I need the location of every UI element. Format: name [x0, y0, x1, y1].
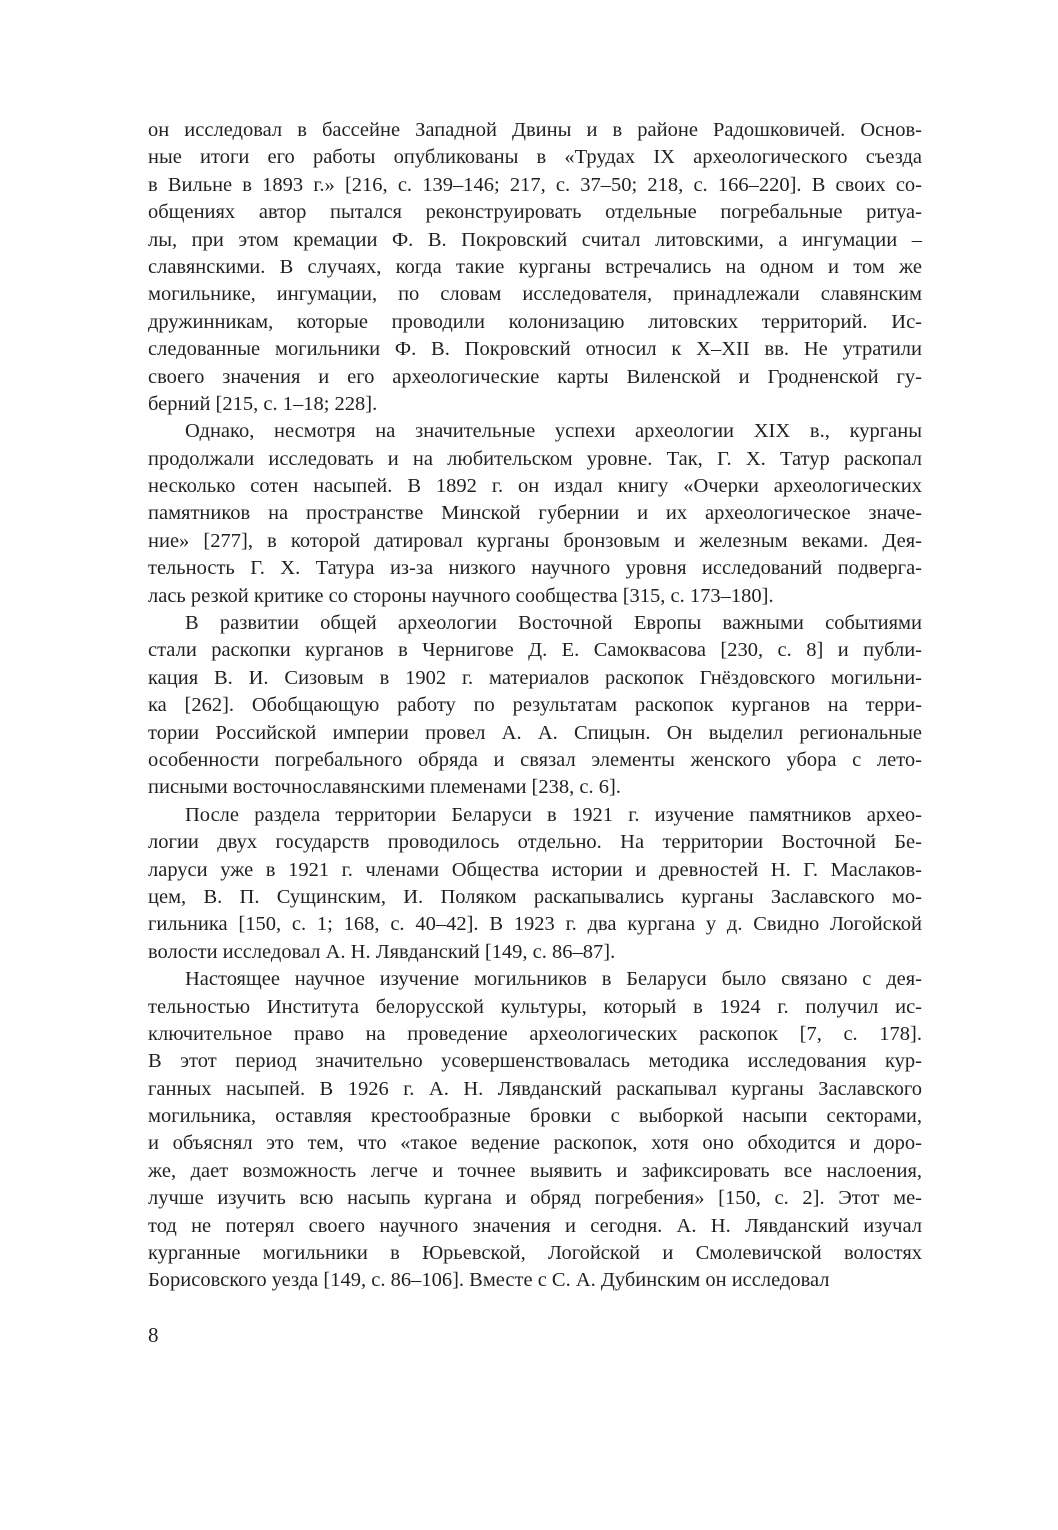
- text-line: ка [262]. Обобщающую работу по результатам раскопок курганов на терри-: [148, 694, 922, 717]
- text-line: Однако, несмотря на значительные успехи археологии XIX в., курганы: [185, 420, 922, 443]
- text-line: гильника [150, с. 1; 168, с. 40–42]. В 1923 г. два кургана у д. Свидно Логойской: [148, 913, 922, 936]
- text-line: могильника, оставляя крестообразные бровки с выборкой насыпи секторами,: [148, 1105, 922, 1128]
- text-line: Настоящее научное изучение могильников в Беларуси было связано с дея-: [185, 968, 922, 991]
- paragraph: [148, 117, 922, 418]
- text-line: В этот период значительно усовершенствовалась методика исследования кур-: [148, 1050, 922, 1073]
- text-line: лучше изучить всю насыпь кургана и обряд погребения» [150, с. 2]. Этот ме-: [148, 1187, 922, 1210]
- text-line: продолжали исследовать и на любительском уровне. Так, Г. Х. Татур раскопал: [148, 447, 922, 470]
- text-line: же, дает возможность легче и точнее выявить и зафиксировать все наслоения,: [148, 1159, 922, 1182]
- paragraph: [148, 802, 922, 966]
- text-line: следованные могильники Ф. В. Покровский относил к X–XII вв. Не утратили: [148, 338, 922, 361]
- text-line: лась резкой критике со стороны научного сообщества [315, с. 173–180].: [148, 584, 774, 607]
- text-line: берний [215, с. 1–18; 228].: [148, 392, 378, 415]
- paragraph: [148, 610, 922, 802]
- text-line: ние» [277], в которой датировал курганы бронзовым и железным веками. Дея-: [148, 529, 922, 552]
- text-line: тории Российской империи провел А. А. Спицын. Он выделил региональные: [148, 721, 922, 744]
- text-line: В развитии общей археологии Восточной Европы важными событиями: [185, 612, 922, 635]
- paragraph: [148, 418, 922, 610]
- text-line: особенности погребального обряда и связал элементы женского убора с лето-: [148, 748, 922, 771]
- text-line: и объяснял это тем, что «такое ведение раскопок, хотя оно обходится и доро-: [148, 1132, 922, 1155]
- text-line: славянскими. В случаях, когда такие курганы встречались на одном и том же: [148, 255, 922, 278]
- paragraph: [148, 966, 922, 1295]
- text-line: ларуси уже в 1921 г. членами Общества истории и древностей Н. Г. Маслаков-: [148, 858, 922, 881]
- text-line: логии двух государств проводилось отдельно. На территории Восточной Бе-: [148, 831, 922, 854]
- text-line: цем, В. П. Сущинским, И. Поляком раскапывались курганы Заславского мо-: [148, 885, 922, 908]
- text-line: тельностью Института белорусской культуры, который в 1924 г. получил ис-: [148, 995, 922, 1018]
- text-line: ганных насыпей. В 1926 г. А. Н. Лявданский раскапывал курганы Заславского: [148, 1077, 922, 1100]
- text-line: памятников на пространстве Минской губернии и их археологическое значе-: [148, 502, 922, 525]
- text-line: общениях автор пытался реконструировать отдельные погребальные ритуа-: [148, 201, 922, 224]
- body-text: [148, 117, 922, 1295]
- text-line: писными восточнославянскими племенами [238, с. 6].: [148, 776, 621, 799]
- page-number: 8: [148, 1323, 159, 1347]
- text-line: Борисовского уезда [149, с. 86–106]. Вместе с С. А. Дубинским он исследовал: [148, 1269, 830, 1292]
- text-line: ключительное право на проведение археологических раскопок [7, с. 178].: [148, 1022, 922, 1045]
- text-line: он исследовал в бассейне Западной Двины и в районе Радошковичей. Основ-: [148, 119, 922, 141]
- text-line: тод не потерял своего научного значения и сегодня. А. Н. Лявданский изучал: [148, 1214, 922, 1237]
- text-line: кация В. И. Сизовым в 1902 г. материалов раскопок Гнёздовского могильни-: [148, 666, 922, 689]
- text-line: стали раскопки курганов в Чернигове Д. Е. Самоквасова [230, с. 8] и публи-: [148, 639, 922, 662]
- text-line: ные итоги его работы опубликованы в «Трудах IX археологического съезда: [148, 146, 922, 169]
- text-line: дружинникам, которые проводили колонизацию литовских территорий. Ис-: [148, 310, 922, 333]
- text-line: курганные могильники в Юрьевской, Логойской и Смолевичской волостях: [148, 1242, 922, 1265]
- text-line: своего значения и его археологические карты Виленской и Гродненской гу-: [148, 365, 922, 388]
- text-line: в Вильне в 1893 г.» [216, с. 139–146; 217, с. 37–50; 218, с. 166–220]. В своих со-: [148, 173, 922, 196]
- text-line: волости исследовал А. Н. Лявданский [149, с. 86–87].: [148, 940, 616, 963]
- text-line: несколько сотен насыпей. В 1892 г. он издал книгу «Очерки археологических: [148, 475, 922, 498]
- text-line: могильнике, ингумации, по словам исследователя, принадлежали славянским: [148, 283, 922, 306]
- text-line: лы, при этом кремации Ф. В. Покровский считал литовскими, а ингумации –: [148, 228, 922, 251]
- text-line: После раздела территории Беларуси в 1921 г. изучение памятников архео-: [185, 803, 922, 826]
- text-line: тельность Г. Х. Татура из-за низкого научного уровня исследований подверга-: [148, 557, 922, 580]
